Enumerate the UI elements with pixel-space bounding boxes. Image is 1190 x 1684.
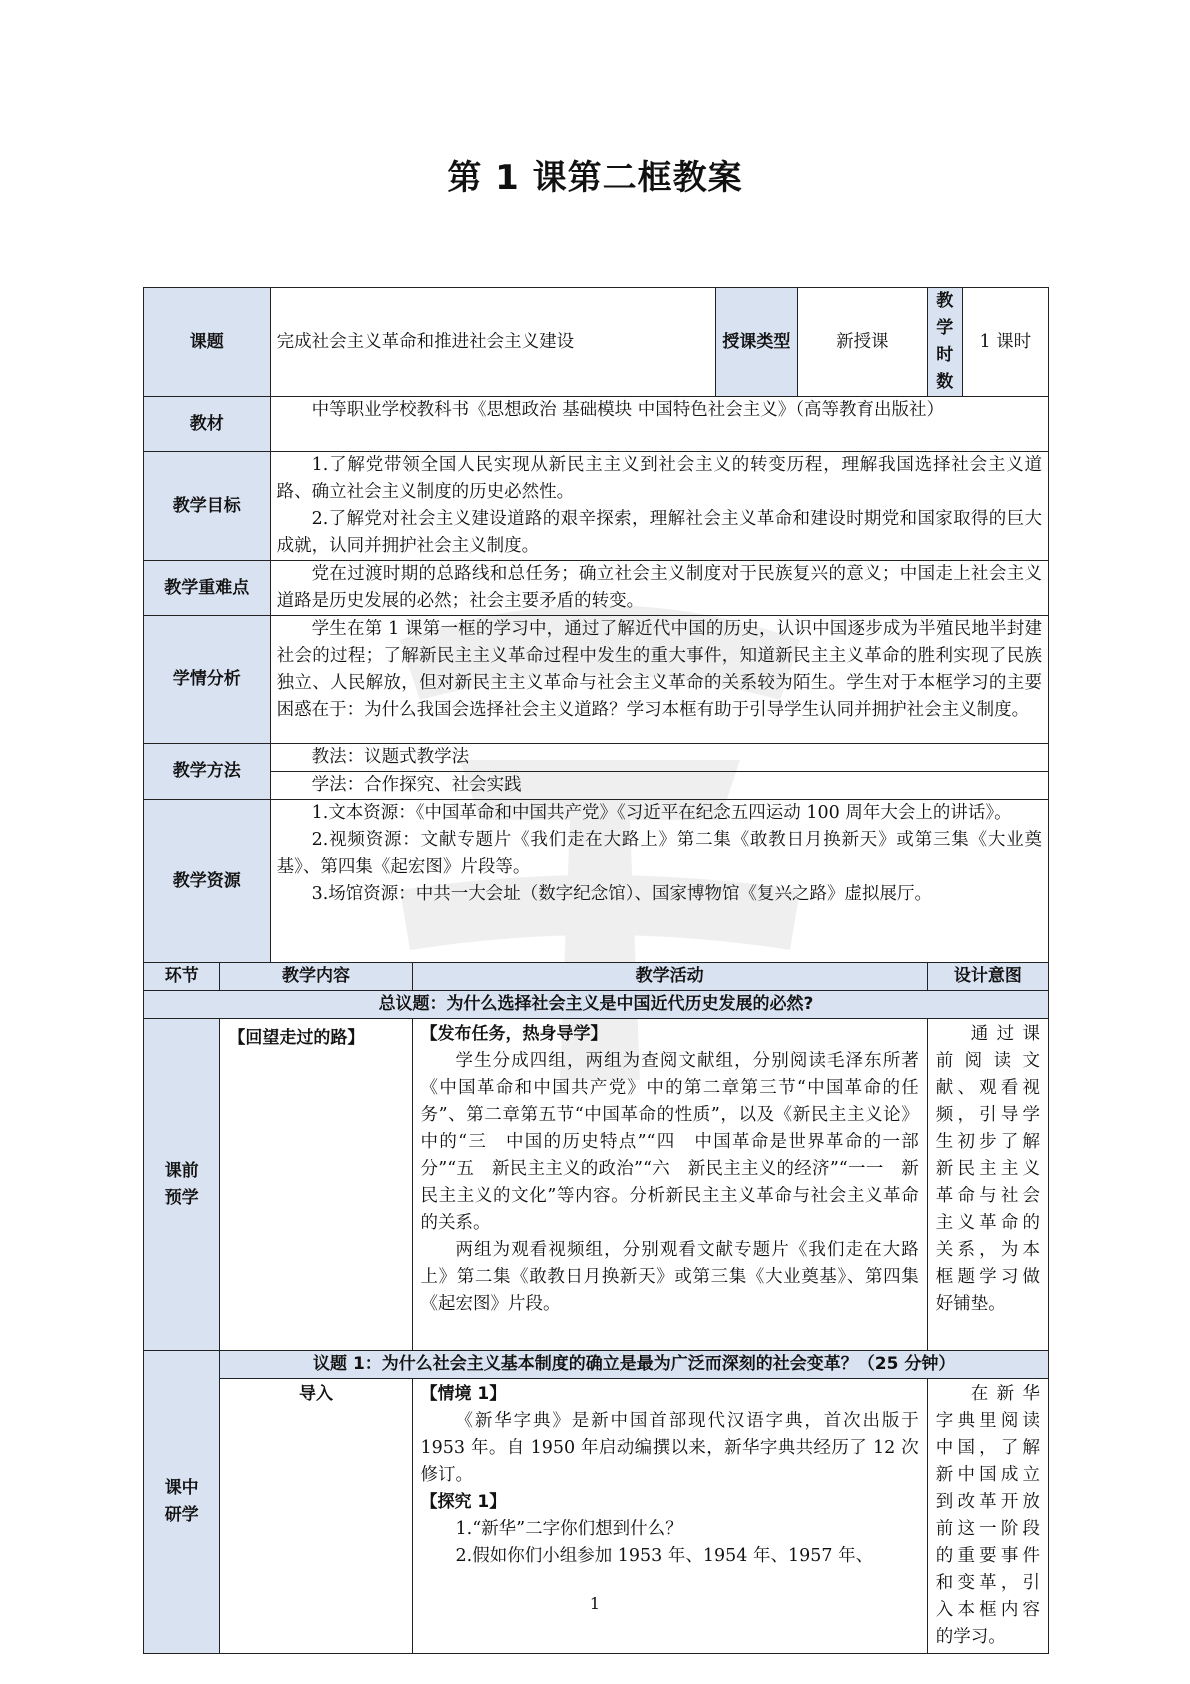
mid-intent: 在新华字典里阅读中国，了解新中国成立到改革开放前这一阶段的重要事件和变革，引入本框内容的学习。 [927,1379,1048,1654]
methods-row-2 [144,772,1049,800]
type-value: 新授课 [797,288,927,397]
analysis-value: 学生在第 1 课第一框的学习中，通过了解近代中国的历史，认识中国逐步成为半殖民地半封建社会的过程；了解新民主主义革命过程中发生的重大事件，知道新民主主义革命的胜利实现了民族独立、人民解放，但对新民主主义革命与社会主义革命的关系较为陌生。学生对于本框学习的主要困惑在于：为什么我国会选择社会主义道路？学习本框有助于引导学生认同并拥护社会主义制度。 [270,616,1048,744]
methods-row [144,744,1049,772]
resources-value [270,800,1048,963]
pre-activity-para: 学生分成四组，两组为查阅文献组，分别阅读毛泽东所著《中国革命和中国共产党》中的第二章第三节“中国革命的任务”、第二章第五节“中国革命的性质”，以及《新民主主义论》中的“三 中国的历史特点”“四 中国革命是世界革命的一部分”“五 新民主主义的政治”“六 新民主主义的经济”“一一 新民主主义的文化”等内容。分析新民主主义革命与社会主义革命的关系。 [420,1051,919,1233]
page-number: 1 [589,1594,601,1613]
col-stage: 环节 [144,963,220,991]
resources-row [144,800,1049,963]
method-learn: 学法：合作探究、社会实践 [270,772,1048,800]
explore-title: 【探究 1】 [420,1492,507,1512]
goal-item: 2.了解党对社会主义建设道路的艰辛探索，理解社会主义革命和建设时期党和国家取得的巨大成就，认同并拥护社会主义制度。 [276,509,1042,556]
resource-item: 3.场馆资源：中共一大会址（数字纪念馆）、国家博物馆《复兴之路》虚拟展厅。 [311,884,933,904]
col-intent: 设计意图 [927,963,1048,991]
topic-label: 课题 [144,288,271,397]
pre-class-row [144,1019,1049,1351]
textbook-row [144,397,1049,452]
pre-stage: 课前预学 [144,1019,220,1351]
resources-label: 教学资源 [144,800,271,963]
goals-row [144,452,1049,561]
goals-label: 教学目标 [144,452,271,561]
topic-value: 完成社会主义革命和推进社会主义建设 [270,288,715,397]
col-content: 教学内容 [220,963,412,991]
goal-item: 1.了解党带领全国人民实现从新民主主义到社会主义的转变历程，理解我国选择社会主义道路、确立社会主义制度的历史必然性。 [276,455,1042,502]
keypoints-value: 党在过渡时期的总路线和总任务；确立社会主义制度对于民族复兴的意义；中国走上社会主义道路是历史发展的必然；社会主要矛盾的转变。 [270,561,1048,616]
mid-stage: 课中研学 [144,1351,220,1654]
pre-content: 【回望走过的路】 [220,1019,412,1351]
methods-label: 教学方法 [144,744,271,800]
analysis-row [144,616,1049,744]
question-item: 2.假如你们小组参加 1953 年、1954 年、1957 年、 [455,1546,874,1566]
keypoints-label: 教学重难点 [144,561,271,616]
main-topic-row [144,991,1049,1019]
pre-activity-para: 两组为观看视频组，分别观看文献专题片《我们走在大路上》第二集《敢教日月换新天》或第三集《大业奠基》、第四集《起宏图》片段。 [420,1240,919,1314]
pre-activity [412,1019,927,1351]
lesson-plan-table [143,287,1049,1654]
keypoints-row [144,561,1049,616]
textbook-label: 教材 [144,397,271,452]
pre-task-title: 【发布任务，热身导学】 [420,1024,608,1044]
mid-subtopic-row [144,1351,1049,1379]
method-teach: 教法：议题式教学法 [270,744,1048,772]
question-item: 1.“新华”二字你们想到什么？ [455,1519,683,1539]
pre-intent: 通过课前阅读文献、观看视频，引导学生初步了解新民主主义革命与社会主义革命的关系，为本框题学习做好铺垫。 [927,1019,1048,1351]
process-header-row [144,963,1049,991]
mid-content: 导入 [220,1379,412,1654]
col-activity: 教学活动 [412,963,927,991]
hours-label: 教学时数 [927,288,962,397]
scene-title: 【情境 1】 [420,1384,507,1404]
textbook-value: 中等职业学校教科书《思想政治 基础模块 中国特色社会主义》（高等教育出版社） [270,397,1048,452]
goals-value [270,452,1048,561]
analysis-label: 学情分析 [144,616,271,744]
topic-row [144,288,1049,397]
resource-item: 2.视频资源：文献专题片《我们走在大路上》第二集《敢教日月换新天》或第三集《大业奠基》、第四集《起宏图》片段等。 [276,830,1042,877]
hours-value: 1 课时 [962,288,1048,397]
page-title: 第 1 课第二框教案 [447,158,743,198]
resource-item: 1.文本资源：《中国革命和中国共产党》《习近平在纪念五四运动 100 周年大会上的讲话》。 [311,803,1012,823]
mid-subtopic: 议题 1：为什么社会主义基本制度的确立是最为广泛而深刻的社会变革？（25 分钟） [220,1351,1049,1379]
type-label: 授课类型 [715,288,797,397]
scene-text: 《新华字典》是新中国首部现代汉语字典，首次出版于 1953 年。自 1950 年启动编撰以来，新华字典共经历了 12 次修订。 [420,1411,919,1485]
main-topic: 总议题：为什么选择社会主义是中国近代历史发展的必然? [144,991,1049,1019]
